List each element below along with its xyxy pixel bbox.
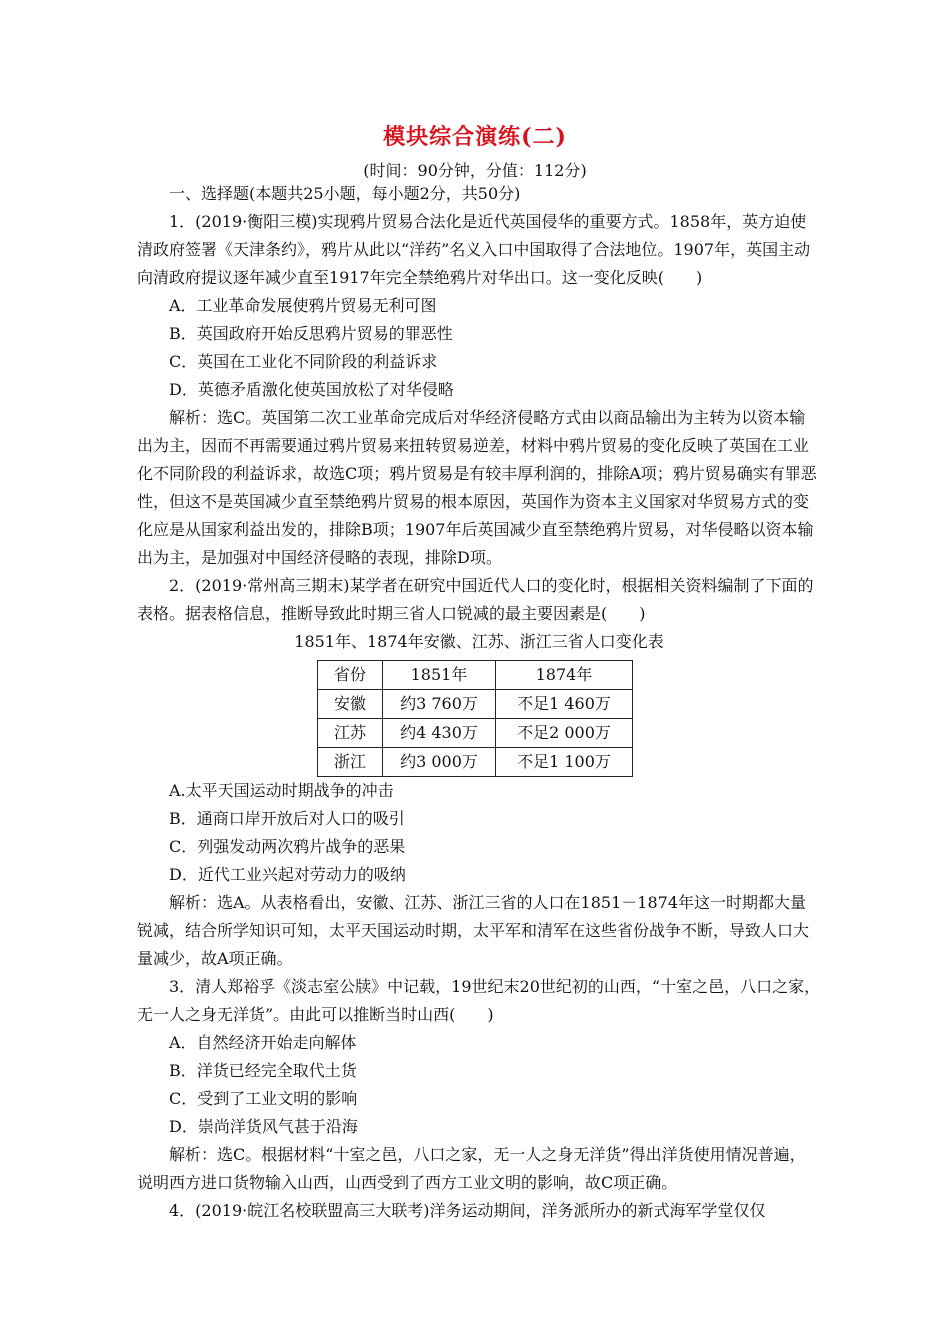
question-3-option-b: B．洋货已经完全取代土货 <box>169 1061 357 1080</box>
table-cell: 不足2 000万 <box>496 719 633 748</box>
question-1-option-c: C．英国在工业化不同阶段的利益诉求 <box>169 352 438 371</box>
table-row <box>318 690 633 719</box>
question-2-analysis: 解析：选A。从表格看出，安徽、江苏、浙江三省的人口在1851－1874年这一时期都大量锐减，结合所学知识可知，太平天国运动时期，太平军和清军在这些省份战争不断，导致人口大量减少，故A项正确。 <box>137 893 810 968</box>
document-body <box>137 180 821 1225</box>
exam-info: (时间：90分钟，分值：112分) <box>363 161 587 180</box>
table-row <box>318 748 633 777</box>
question-1-option-d: D．英德矛盾激化使英国放松了对华侵略 <box>169 380 454 399</box>
table-cell: 不足1 100万 <box>496 748 633 777</box>
table-cell: 江苏 <box>318 719 383 748</box>
table-cell: 约3 760万 <box>383 690 496 719</box>
table-cell: 不足1 460万 <box>496 690 633 719</box>
question-3-option-c: C．受到了工业文明的影响 <box>169 1089 358 1108</box>
question-2-option-c: C．列强发动两次鸦片战争的恶果 <box>169 837 406 856</box>
question-3-option-a: A．自然经济开始走向解体 <box>169 1033 357 1052</box>
question-1-analysis: 解析：选C。英国第二次工业革命完成后对华经济侵略方式由以商品输出为主转为以资本输出为主，因而不再需要通过鸦片贸易来扭转贸易逆差，材料中鸦片贸易的变化反映了英国在工业化不同阶段的利益诉求，故选C项；鸦片贸易是有较丰厚利润的，排除A项；鸦片贸易确实有罪恶性，但这不是英国减少直至禁绝鸦片贸易的根本原因，英国作为资本主义国家对华贸易方式的变化应是从国家利益出发的，排除B项；1907年后英国减少直至禁绝鸦片贸易，对华侵略以资本输出为主，是加强对中国经济侵略的表现，排除D项。 <box>137 408 817 567</box>
question-3-option-d: D．崇尚洋货风气甚于沿海 <box>169 1117 358 1136</box>
question-2-option-d: D．近代工业兴起对劳动力的吸纳 <box>169 865 406 884</box>
page-title: 模块综合演练(二) <box>383 124 567 150</box>
population-table <box>317 660 633 777</box>
question-1-stem: 1．(2019·衡阳三模)实现鸦片贸易合法化是近代英国侵华的重要方式。1858年，英方迫使清政府签署《天津条约》，鸦片从此以“洋药”名义入口中国取得了合法地位。1907年，英国主动向清政府提议逐年减少直至1917年完全禁绝鸦片对华出口。这一变化反映( ) <box>137 212 811 287</box>
table-header-row <box>318 661 633 690</box>
table-row <box>318 719 633 748</box>
question-1-option-b: B．英国政府开始反思鸦片贸易的罪恶性 <box>169 324 453 343</box>
table-caption: 1851年、1874年安徽、江苏、浙江三省人口变化表 <box>294 632 664 651</box>
question-3-stem: 3．清人郑裕孚《淡志室公牍》中记载，19世纪末20世纪初的山西，“十室之邑，八口之家，无一人之身无洋货”。由此可以推断当时山西( ) <box>137 977 821 1024</box>
table-cell: 安徽 <box>318 690 383 719</box>
question-4-stem: 4．(2019·皖江名校联盟高三大联考)洋务运动期间，洋务派所办的新式海军学堂仅仅 <box>169 1201 766 1220</box>
table-cell: 浙江 <box>318 748 383 777</box>
question-2-stem: 2．(2019·常州高三期末)某学者在研究中国近代人口的变化时，根据相关资料编制了下面的表格。据表格信息，推断导致此时期三省人口锐减的最主要因素是( ) <box>137 576 814 623</box>
table-header-cell: 1874年 <box>496 661 633 690</box>
question-2-option-b: B．通商口岸开放后对人口的吸引 <box>169 809 405 828</box>
question-3-analysis: 解析：选C。根据材料“十室之邑，八口之家，无一人之身无洋货”得出洋货使用情况普遍，说明西方进口货物输入山西，山西受到了西方工业文明的影响，故C项正确。 <box>137 1145 806 1192</box>
question-2-option-a: A.太平天国运动时期战争的冲击 <box>169 781 394 800</box>
table-cell: 约3 000万 <box>383 748 496 777</box>
table-header-cell: 1851年 <box>383 661 496 690</box>
table-header-cell: 省份 <box>318 661 383 690</box>
question-1-option-a: A．工业革命发展使鸦片贸易无利可图 <box>169 296 437 315</box>
table-cell: 约4 430万 <box>383 719 496 748</box>
section-heading: 一、选择题(本题共25小题，每小题2分，共50分) <box>169 184 521 203</box>
